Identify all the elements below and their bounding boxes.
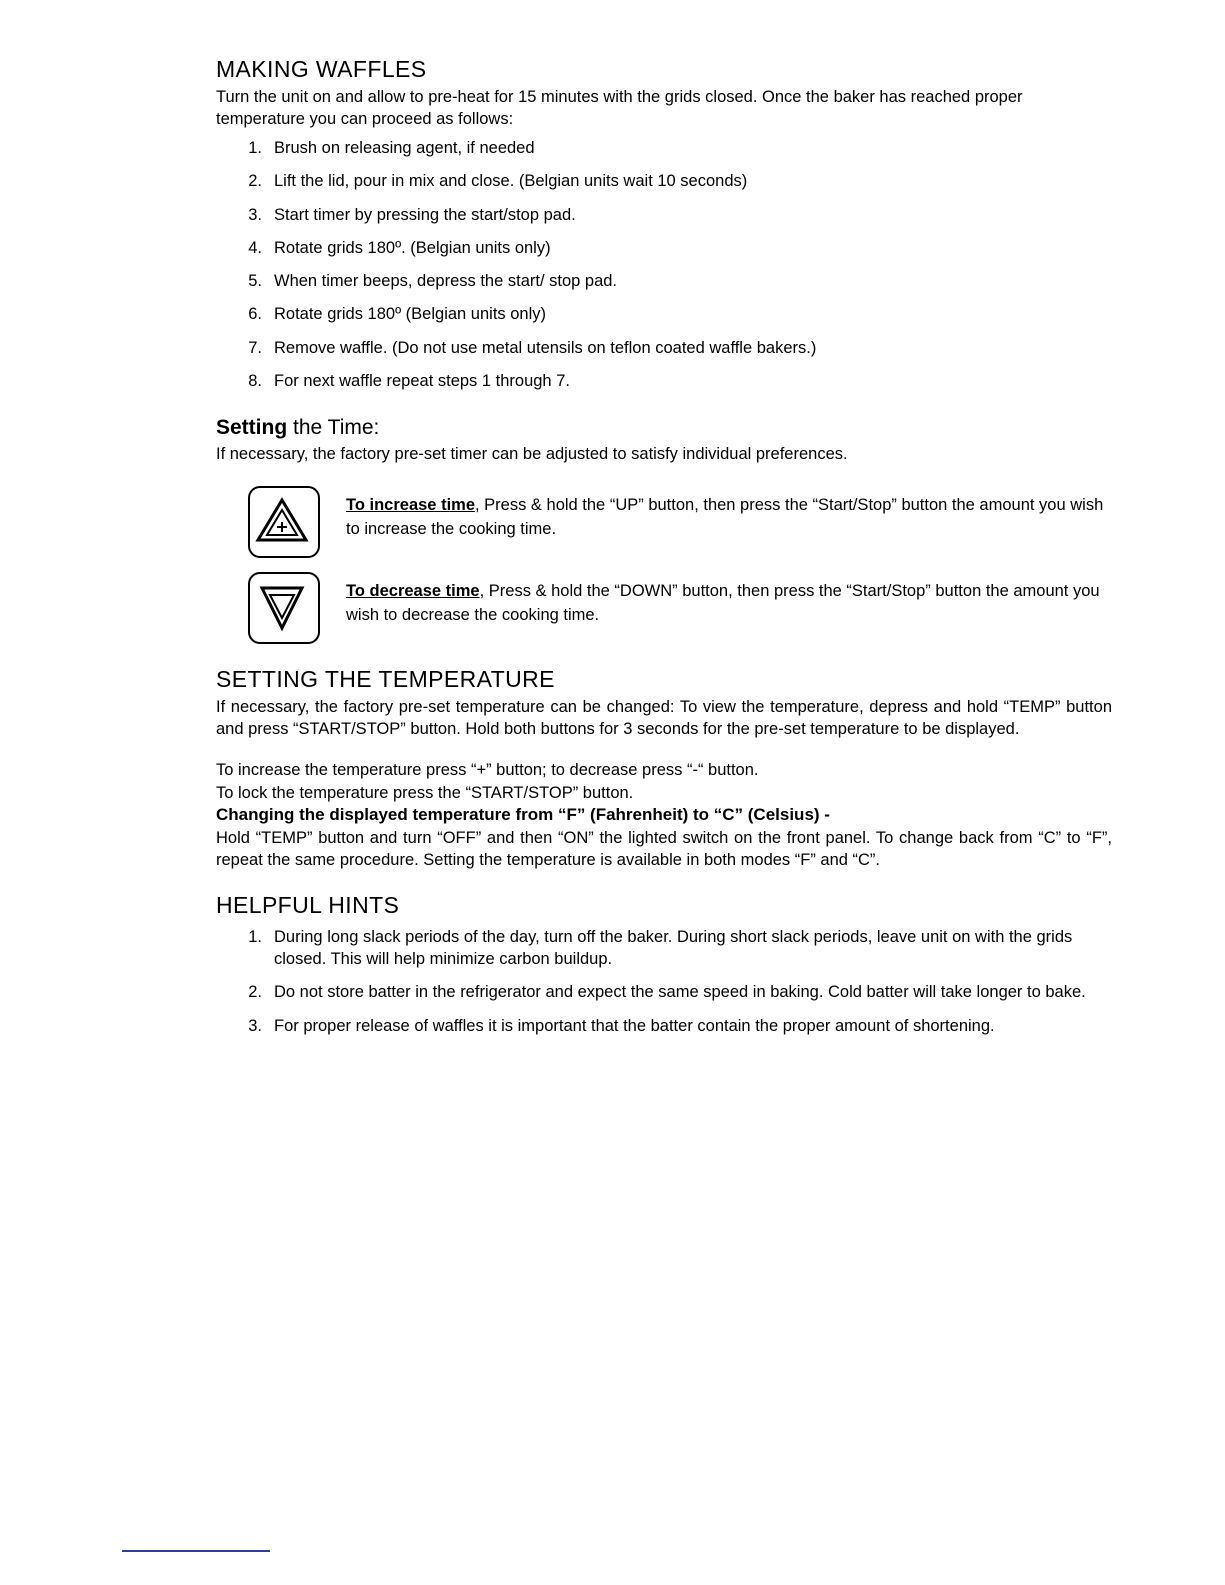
setting-temperature-para-1: If necessary, the factory pre-set temperature can be changed: To view the temperature, depress and hold “TEMP” button and press “START/STOP” button. Hold both buttons for 3 seconds for the pre-set temperature to be displayed. xyxy=(216,697,1112,739)
setting-temperature-para-3: To lock the temperature press the “START/STOP” button. xyxy=(216,783,634,802)
list-item: For next waffle repeat steps 1 through 7. xyxy=(274,371,570,390)
decrease-time-text xyxy=(346,572,1112,628)
down-triangle-button-icon xyxy=(248,572,320,644)
setting-temperature-para-2: To increase the temperature press “+” button; to decrease press “-“ button. xyxy=(216,761,759,780)
page-title-making-waffles: MAKING WAFFLES xyxy=(216,56,427,82)
increase-time-lead: To increase time xyxy=(346,496,475,515)
increase-time-text xyxy=(346,486,1112,542)
list-item: Brush on releasing agent, if needed xyxy=(274,139,535,158)
list-item: When timer beeps, depress the start/ stop pad. xyxy=(274,272,618,291)
list-item: Rotate grids 180º (Belgian units only) xyxy=(274,305,547,324)
footer-accent-rule xyxy=(122,1550,270,1552)
list-item: Lift the lid, pour in mix and close. (Belgian units wait 10 seconds) xyxy=(274,172,748,191)
making-waffles-steps xyxy=(216,137,1112,392)
list-item: During long slack periods of the day, turn off the baker. During short slack periods, leave unit on with the grids closed. This will help minimize carbon buildup. xyxy=(274,927,1073,969)
list-item: Remove waffle. (Do not use metal utensils on teflon coated waffle bakers.) xyxy=(274,338,817,357)
increase-time-body: , Press & hold the “UP” button, then press the “Start/Stop” button the amount you wish to increase the cooking time. xyxy=(346,496,1104,538)
section-title-setting-temperature: SETTING THE TEMPERATURE xyxy=(216,666,555,693)
making-waffles-intro: Turn the unit on and allow to pre-heat for 15 minutes with the grids closed. Once the baker has reached proper temperature you can proceed as follows: xyxy=(216,87,1023,129)
section-title-changing-display: Changing the displayed temperature from “F” (Fahrenheit) to “C” (Celsius) - xyxy=(216,804,830,824)
up-triangle-plus-button-icon xyxy=(248,486,320,558)
decrease-time-body: , Press & hold the “DOWN” button, then press the “Start/Stop” button the amount you wish to decrease the cooking time. xyxy=(346,582,1100,624)
time-adjust-block xyxy=(216,486,1112,644)
setting-time-intro: If necessary, the factory pre-set timer can be adjusted to satisfy individual preferences. xyxy=(216,445,848,464)
decrease-time-row xyxy=(216,572,1112,644)
changing-display-body: Hold “TEMP” button and turn “OFF” and then “ON” the lighted switch on the front panel. To change back from “C” to “F”, repeat the same procedure. Setting the temperature is available in both modes “F” and “C”. xyxy=(216,828,1112,870)
list-item: Start timer by pressing the start/stop pad. xyxy=(274,205,576,224)
list-item: Rotate grids 180º. (Belgian units only) xyxy=(274,238,551,257)
list-item: Do not store batter in the refrigerator and expect the same speed in baking. Cold batter will take longer to bake. xyxy=(274,983,1086,1002)
document-content xyxy=(216,56,1112,1048)
increase-time-row xyxy=(216,486,1112,558)
decrease-time-lead: To decrease time xyxy=(346,582,480,601)
helpful-hints-list xyxy=(216,926,1112,1037)
list-item: For proper release of waffles it is important that the batter contain the proper amount of shortening. xyxy=(274,1016,995,1035)
setting-time-heading-rest: the Time: xyxy=(287,416,380,440)
section-title-setting-time xyxy=(216,416,1112,440)
setting-time-heading-bold: Setting xyxy=(216,416,288,440)
section-title-helpful-hints: HELPFUL HINTS xyxy=(216,892,400,919)
